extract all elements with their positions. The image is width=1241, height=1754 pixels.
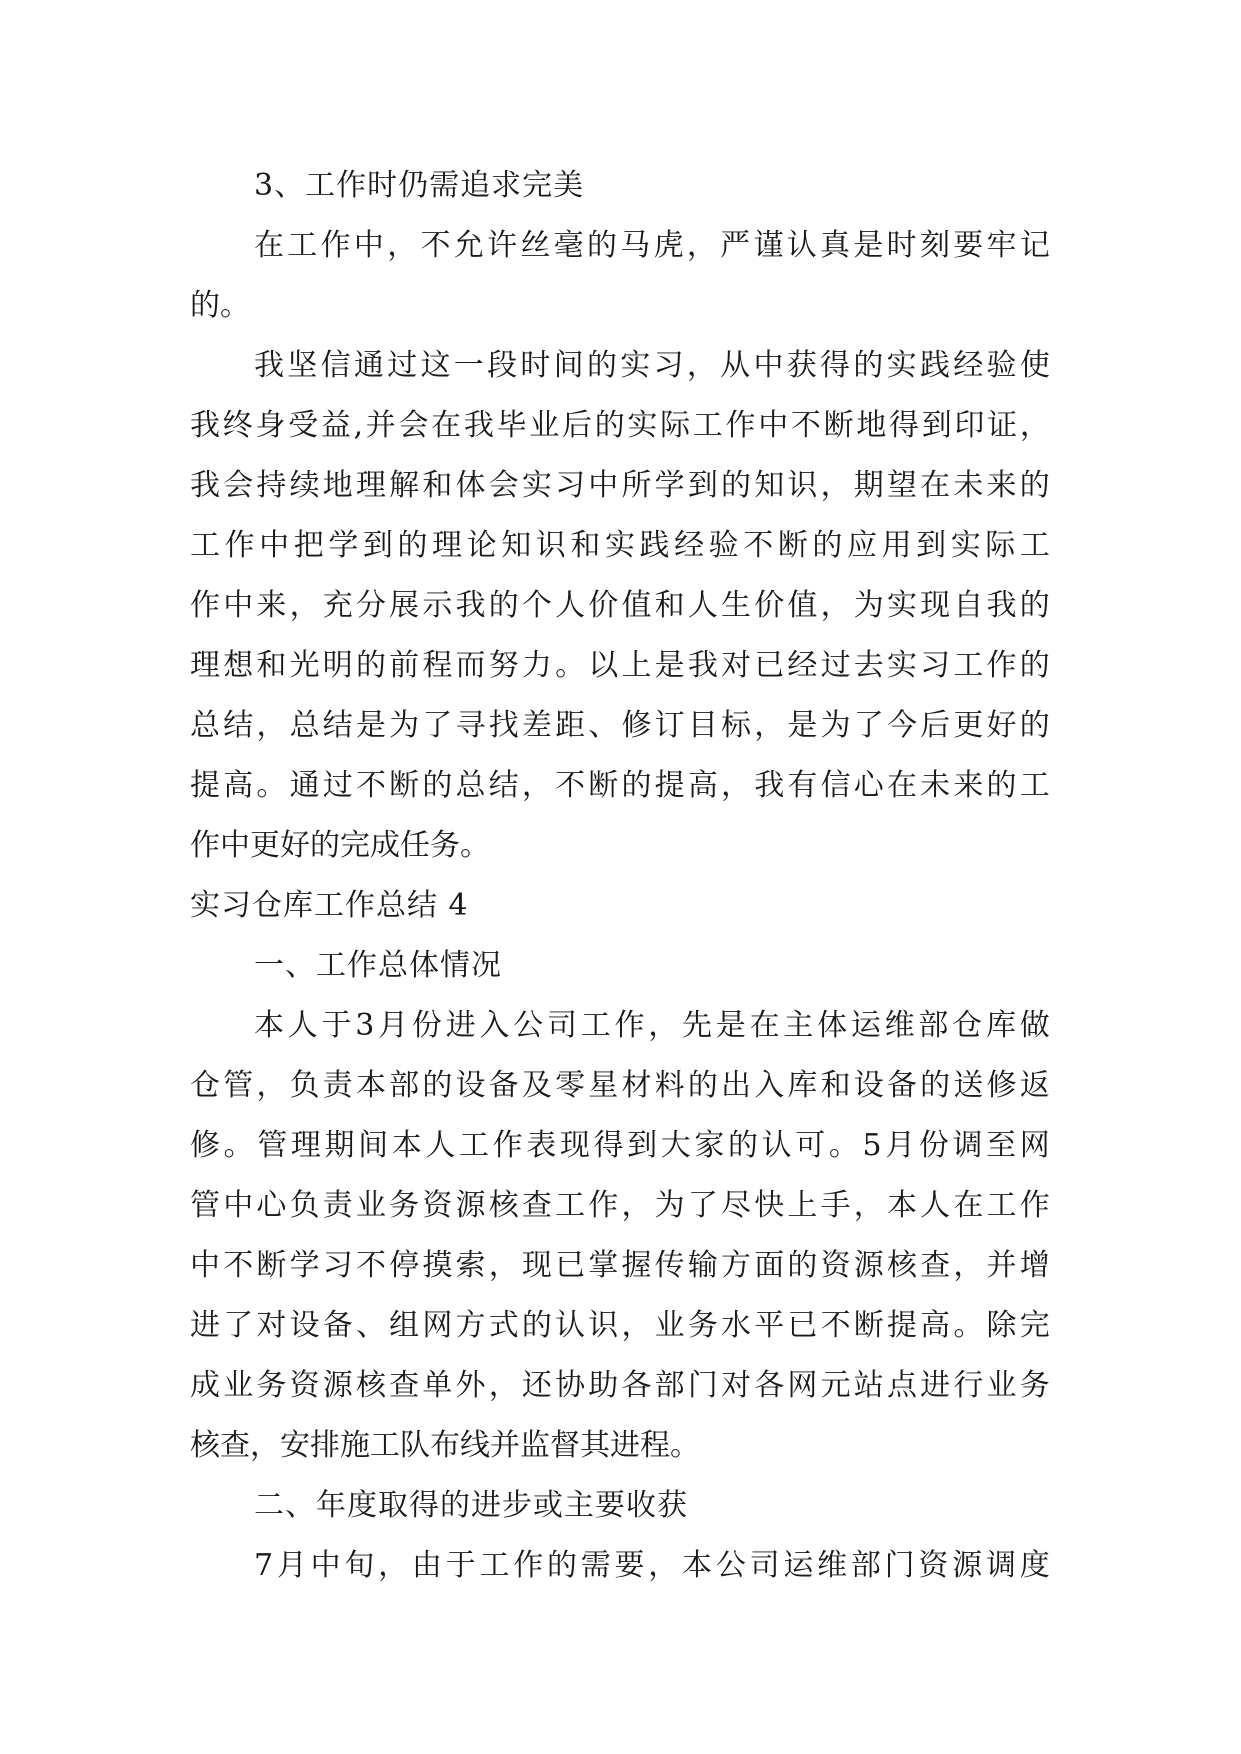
text-line: 成 业 务 资 源 核 查 单 外 ， 还 协 助 各 部 门 对 各 网 元 站 点 进 行 业 务 <box>190 1368 1050 1403</box>
text-line: 核查，安排施工队布线并监督其进程。 <box>190 1428 700 1463</box>
section-title: 实习仓库工作总结 4 <box>190 888 469 923</box>
text-line: 中 不 断 学 习 不 停 摸 索 ， 现 已 掌 握 传 输 方 面 的 资 源 核 查 ， 并 增 <box>190 1248 1050 1283</box>
text-line: 在 工 作 中 ， 不 允 许 丝 毫 的 马 虎 ， 严 谨 认 真 是 时 刻 要 牢 记 <box>254 228 1050 263</box>
text-line: 修 。 管 理 期 间 本 人 工 作 表 现 得 到 大 家 的 认 可 。 5 月 份 调 至 网 <box>190 1128 1050 1163</box>
text-line: 理 想 和 光 明 的 前 程 而 努 力 。 以 上 是 我 对 已 经 过 去 实 习 工 作 的 <box>190 648 1050 683</box>
text-line: 7 月 中 旬 ， 由 于 工 作 的 需 要 ， 本 公 司 运 维 部 门 资 源 调 度 <box>254 1548 1050 1583</box>
text-line: 工 作 中 把 学 到 的 理 论 知 识 和 实 践 经 验 不 断 的 应 用 到 实 际 工 <box>190 528 1050 563</box>
text-line: 我 终 身 受 益 , 并 会 在 我 毕 业 后 的 实 际 工 作 中 不 断 地 得 到 印 证 ， <box>190 408 1050 443</box>
text-line: 管 中 心 负 责 业 务 资 源 核 查 工 作 ， 为 了 尽 快 上 手 ， 本 人 在 工 作 <box>190 1188 1050 1223</box>
text-line: 进 了 对 设 备 、 组 网 方 式 的 认 识 ， 业 务 水 平 已 不 断 提 高 。 除 完 <box>190 1308 1050 1343</box>
text-line: 我 坚 信 通 过 这 一 段 时 间 的 实 习 ， 从 中 获 得 的 实 践 经 验 使 <box>254 348 1050 383</box>
text-line: 总 结 ， 总 结 是 为 了 寻 找 差 距 、 修 订 目 标 ， 是 为 了 今 后 更 好 的 <box>190 708 1050 743</box>
subheading-line: 二、年度取得的进步或主要收获 <box>254 1488 688 1523</box>
subheading-line: 一、工作总体情况 <box>254 948 502 983</box>
text-line: 作中更好的完成任务。 <box>190 828 490 863</box>
text-line: 作 中 来 ， 充 分 展 示 我 的 个 人 价 值 和 人 生 价 值 ， 为 实 现 自 我 的 <box>190 588 1050 623</box>
subheading-line: 3、工作时仍需追求完美 <box>254 168 585 203</box>
text-line: 本 人 于 3 月 份 进 入 公 司 工 作 ， 先 是 在 主 体 运 维 部 仓 库 做 <box>254 1008 1050 1043</box>
document-body <box>190 156 1050 1596</box>
text-line: 我 会 持 续 地 理 解 和 体 会 实 习 中 所 学 到 的 知 识 ， 期 望 在 未 来 的 <box>190 468 1050 503</box>
text-line: 的。 <box>190 288 250 323</box>
text-line: 仓 管 ， 负 责 本 部 的 设 备 及 零 星 材 料 的 出 入 库 和 设 备 的 送 修 返 <box>190 1068 1050 1103</box>
text-line: 提 高 。 通 过 不 断 的 总 结 ， 不 断 的 提 高 ， 我 有 信 心 在 未 来 的 工 <box>190 768 1050 803</box>
